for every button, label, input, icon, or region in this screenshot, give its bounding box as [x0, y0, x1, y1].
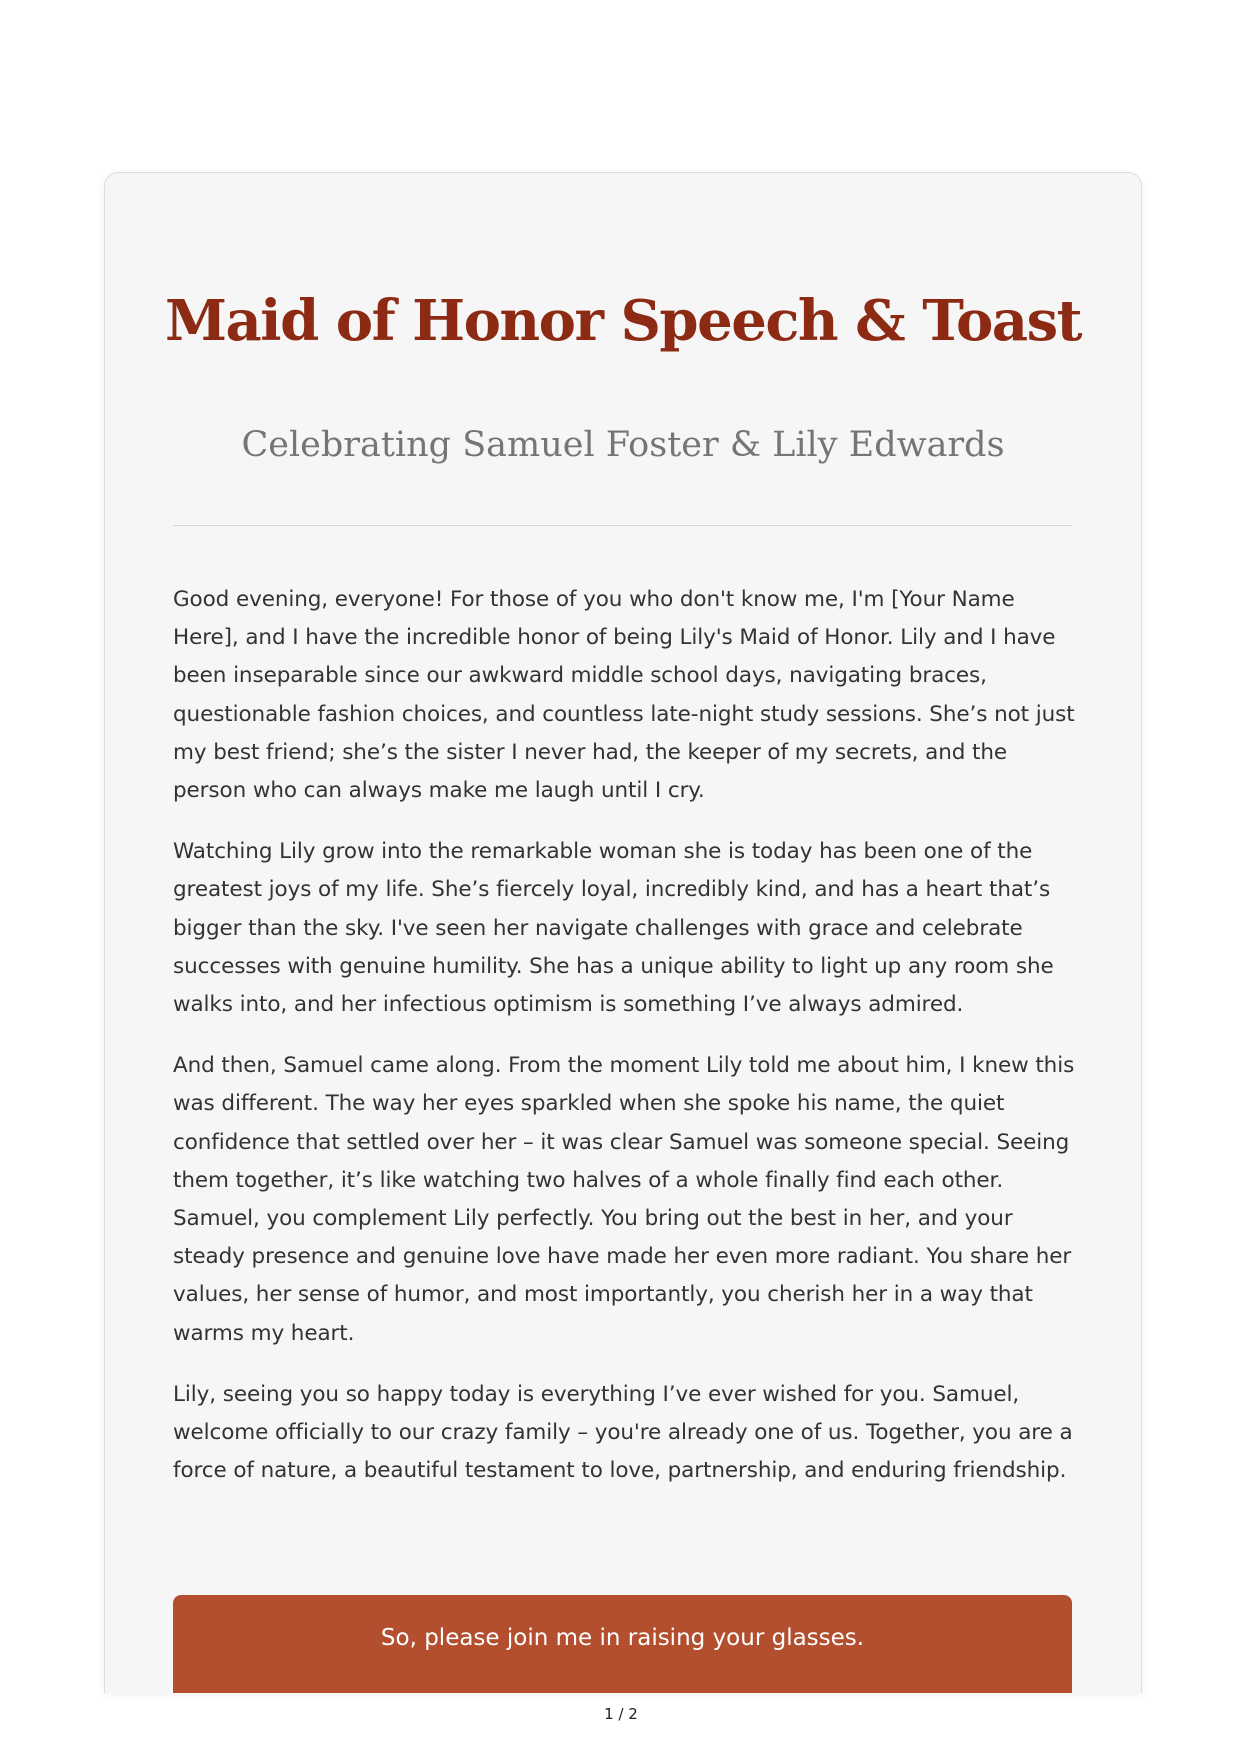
page-number: 1 / 2 — [604, 1705, 638, 1723]
paragraph-1: Good evening, everyone! For those of you who don't know me, I'm [Your Name Here], and I have the incredible honor of being Lily's Maid of Honor. Lily and I have been inseparable since our awkward middle school days, navigating braces, questionable fashion choices, and countless late-night study sessions. She’s not just my best friend; she’s the sister I never had, the keeper of my secrets, and the person who can always make me laugh until I cry. — [173, 587, 1075, 804]
page-title: Maid of Honor Speech & Toast — [165, 288, 1081, 354]
toast-text: So, please join me in raising your glasses. — [380, 1625, 865, 1651]
toast-callout — [173, 1595, 1072, 1693]
divider — [173, 525, 1072, 526]
paragraph-3: And then, Samuel came along. From the moment Lily told me about him, I knew this was different. The way her eyes sparkled when she spoke his name, the quiet confidence that settled over her – it was clear Samuel was someone special. Seeing them together, it’s like watching two halves of a whole finally find each other. Samuel, you complement Lily perfectly. You bring out the best in her, and your steady presence and genuine love have made her even more radiant. You share her values, her sense of humor, and most importantly, you cherish her in a way that warms my heart. — [173, 1053, 1075, 1346]
speech-card — [104, 172, 1142, 1693]
page-subtitle: Celebrating Samuel Foster & Lily Edwards — [241, 425, 1005, 465]
paragraph-2: Watching Lily grow into the remarkable woman she is today has been one of the greatest joys of my life. She’s fiercely loyal, incredibly kind, and has a heart that’s bigger than the sky. I've seen her navigate challenges with grace and celebrate successes with genuine humility. She has a unique ability to light up any room she walks into, and her infectious optimism is something I’ve always admired. — [173, 839, 1054, 1018]
paragraph-4: Lily, seeing you so happy today is everything I’ve ever wished for you. Samuel, welcome officially to our crazy family – you're already one of us. Together, you are a force of nature, a beautiful testament to love, partnership, and enduring friendship. — [173, 1381, 1073, 1484]
speech-body — [173, 581, 1077, 1513]
